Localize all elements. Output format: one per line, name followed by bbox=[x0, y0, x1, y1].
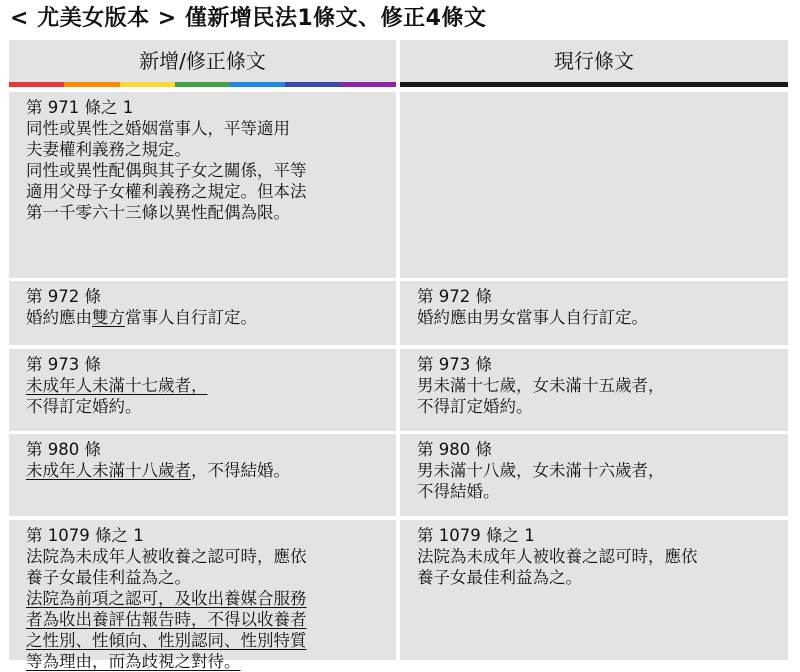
amended-text: 法院為前項之認可，及收出養媒合服務 bbox=[26, 589, 307, 608]
text-line bbox=[26, 307, 396, 328]
cell-973-new bbox=[9, 349, 396, 431]
article-number: 第 972 條 bbox=[26, 287, 101, 306]
amended-text: 雙方 bbox=[92, 308, 125, 327]
column-divider bbox=[396, 40, 400, 660]
text-line: 男未滿十七歲，女未滿十五歲者， bbox=[417, 376, 665, 395]
text-line: 適用父母子女權利義務之規定。但本法 bbox=[26, 182, 307, 201]
rainbow-stripe bbox=[175, 82, 230, 87]
text-line: 男未滿十八歲，女未滿十六歲者， bbox=[417, 461, 665, 480]
text-line: 夫妻權利義務之規定。 bbox=[26, 140, 191, 159]
rainbow-bar bbox=[9, 82, 396, 87]
amended-text: 之性別、性傾向、性別認同、性別特質 bbox=[26, 631, 307, 650]
text-segment: ，不得結婚。 bbox=[191, 461, 290, 480]
text-line: 法院為未成年人被收養之認可時，應依 bbox=[26, 547, 307, 566]
comparison-table bbox=[9, 40, 788, 671]
amended-text: 未成年人未滿十七歲者， bbox=[26, 376, 208, 395]
cell-971-1-current-empty bbox=[400, 92, 788, 278]
rainbow-stripe bbox=[285, 82, 340, 87]
article-number: 第 980 條 bbox=[26, 440, 101, 459]
cell-1079-1-new bbox=[9, 520, 396, 671]
header-current: 現行條文 bbox=[400, 40, 788, 82]
text-line bbox=[26, 651, 396, 672]
text-line: 婚約應由男女當事人自行訂定。 bbox=[417, 308, 648, 327]
amended-text: 者為收出養評估報告時，不得以收養者 bbox=[26, 610, 307, 629]
text-line: 同性或異性之婚姻當事人，平等適用 bbox=[26, 119, 290, 138]
text-segment: 婚約應由 bbox=[26, 308, 92, 327]
text-line bbox=[26, 588, 396, 609]
text-line: 不得訂定婚約。 bbox=[26, 397, 142, 416]
article-number: 第 972 條 bbox=[417, 287, 492, 306]
article-number: 第 973 條 bbox=[26, 355, 101, 374]
amended-text: 等為理由，而為歧視之對待。 bbox=[26, 652, 241, 671]
article-number: 第 980 條 bbox=[417, 440, 492, 459]
rainbow-stripe bbox=[64, 82, 119, 87]
article-number: 第 1079 條之 1 bbox=[26, 526, 144, 545]
page-title: < 尤美女版本 > 僅新增民法1條文、修正4條文 bbox=[10, 6, 487, 31]
rainbow-stripe bbox=[341, 82, 396, 87]
text-line: 養子女最佳利益為之。 bbox=[417, 568, 582, 587]
rainbow-stripe bbox=[120, 82, 175, 87]
cell-972-current bbox=[400, 281, 788, 345]
text-line: 養子女最佳利益為之。 bbox=[26, 568, 191, 587]
cell-973-current bbox=[400, 349, 788, 431]
cell-980-new bbox=[9, 434, 396, 516]
cell-972-new bbox=[9, 281, 396, 345]
cell-980-current bbox=[400, 434, 788, 516]
text-line bbox=[26, 375, 396, 396]
text-line: 不得結婚。 bbox=[417, 482, 500, 501]
article-number: 第 973 條 bbox=[417, 355, 492, 374]
rainbow-stripe bbox=[230, 82, 285, 87]
text-line bbox=[26, 630, 396, 651]
text-line: 法院為未成年人被收養之認可時，應依 bbox=[417, 547, 698, 566]
cell-1079-1-current bbox=[400, 520, 788, 660]
rainbow-stripe bbox=[9, 82, 64, 87]
text-line bbox=[26, 609, 396, 630]
header-underline-bar bbox=[400, 82, 788, 87]
header-new-amended: 新增/修正條文 bbox=[9, 40, 396, 82]
article-number: 第 971 條之 1 bbox=[26, 98, 134, 117]
article-number: 第 1079 條之 1 bbox=[417, 526, 535, 545]
cell-971-1-new bbox=[9, 92, 396, 278]
text-line bbox=[26, 460, 396, 481]
text-line: 同性或異性配偶與其子女之關係，平等 bbox=[26, 161, 307, 180]
text-line: 不得訂定婚約。 bbox=[417, 397, 533, 416]
amended-text: 未成年人未滿十八歲者 bbox=[26, 461, 191, 480]
text-line: 第一千零六十三條以異性配偶為限。 bbox=[26, 203, 290, 222]
text-segment: 當事人自行訂定。 bbox=[125, 308, 257, 327]
